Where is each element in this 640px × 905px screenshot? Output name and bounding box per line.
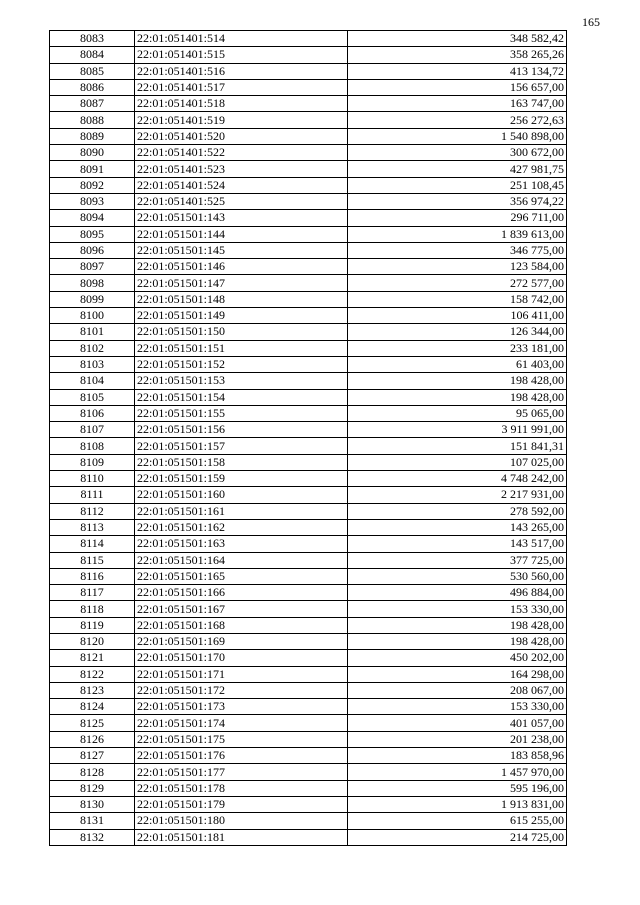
cadastral-number-cell: 22:01:051401:517 — [135, 79, 348, 95]
cadastral-value-cell: 615 255,00 — [348, 813, 567, 829]
table-row — [50, 177, 567, 193]
row-number-cell: 8096 — [50, 242, 135, 258]
cadastral-value-cell: 153 330,00 — [348, 601, 567, 617]
table-row — [50, 487, 567, 503]
cadastral-number-cell: 22:01:051501:148 — [135, 291, 348, 307]
table-row — [50, 356, 567, 372]
table-row — [50, 519, 567, 535]
cadastral-number-cell: 22:01:051501:150 — [135, 324, 348, 340]
table-row — [50, 568, 567, 584]
table-row — [50, 536, 567, 552]
cadastral-number-cell: 22:01:051401:515 — [135, 47, 348, 63]
cadastral-number-cell: 22:01:051501:171 — [135, 666, 348, 682]
table-row — [50, 682, 567, 698]
cadastral-number-cell: 22:01:051501:180 — [135, 813, 348, 829]
cadastral-value-cell: 198 428,00 — [348, 617, 567, 633]
cadastral-number-cell: 22:01:051501:154 — [135, 389, 348, 405]
cadastral-number-cell: 22:01:051501:162 — [135, 519, 348, 535]
cadastral-number-cell: 22:01:051501:166 — [135, 585, 348, 601]
cadastral-number-cell: 22:01:051501:168 — [135, 617, 348, 633]
cadastral-value-cell: 377 725,00 — [348, 552, 567, 568]
table-row — [50, 552, 567, 568]
table-row — [50, 699, 567, 715]
cadastral-value-cell: 346 775,00 — [348, 242, 567, 258]
row-number-cell: 8100 — [50, 308, 135, 324]
table-row — [50, 731, 567, 747]
table-row — [50, 601, 567, 617]
cadastral-number-cell: 22:01:051501:159 — [135, 471, 348, 487]
cadastral-number-cell: 22:01:051501:147 — [135, 275, 348, 291]
cadastral-value-cell: 151 841,31 — [348, 438, 567, 454]
cadastral-value-cell: 2 217 931,00 — [348, 487, 567, 503]
cadastral-value-cell: 126 344,00 — [348, 324, 567, 340]
cadastral-value-cell: 198 428,00 — [348, 633, 567, 649]
row-number-cell: 8092 — [50, 177, 135, 193]
row-number-cell: 8088 — [50, 112, 135, 128]
row-number-cell: 8087 — [50, 96, 135, 112]
row-number-cell: 8104 — [50, 373, 135, 389]
row-number-cell: 8094 — [50, 210, 135, 226]
table-body — [50, 31, 567, 846]
table-row — [50, 210, 567, 226]
cadastral-number-cell: 22:01:051501:165 — [135, 568, 348, 584]
page-number: 165 — [582, 15, 600, 29]
row-number-cell: 8123 — [50, 682, 135, 698]
row-number-cell: 8097 — [50, 259, 135, 275]
cadastral-number-cell: 22:01:051401:525 — [135, 193, 348, 209]
cadastral-value-cell: 413 134,72 — [348, 63, 567, 79]
row-number-cell: 8109 — [50, 454, 135, 470]
cadastral-number-cell: 22:01:051401:524 — [135, 177, 348, 193]
row-number-cell: 8105 — [50, 389, 135, 405]
table-row — [50, 145, 567, 161]
row-number-cell: 8095 — [50, 226, 135, 242]
table-row — [50, 193, 567, 209]
cadastral-value-cell: 256 272,63 — [348, 112, 567, 128]
table-row — [50, 389, 567, 405]
table-row — [50, 291, 567, 307]
table-row — [50, 96, 567, 112]
cadastral-value-cell: 107 025,00 — [348, 454, 567, 470]
cadastral-number-cell: 22:01:051501:172 — [135, 682, 348, 698]
row-number-cell: 8101 — [50, 324, 135, 340]
cadastral-number-cell: 22:01:051401:519 — [135, 112, 348, 128]
cadastral-number-cell: 22:01:051501:161 — [135, 503, 348, 519]
table-row — [50, 715, 567, 731]
row-number-cell: 8127 — [50, 748, 135, 764]
row-number-cell: 8085 — [50, 63, 135, 79]
table-row — [50, 471, 567, 487]
table-row — [50, 275, 567, 291]
cadastral-number-cell: 22:01:051401:522 — [135, 145, 348, 161]
table-row — [50, 242, 567, 258]
row-number-cell: 8132 — [50, 829, 135, 845]
row-number-cell: 8091 — [50, 161, 135, 177]
cadastral-value-cell: 164 298,00 — [348, 666, 567, 682]
cadastral-number-cell: 22:01:051501:181 — [135, 829, 348, 845]
cadastral-number-cell: 22:01:051501:143 — [135, 210, 348, 226]
cadastral-value-cell: 348 582,42 — [348, 31, 567, 47]
cadastral-number-cell: 22:01:051401:516 — [135, 63, 348, 79]
cadastral-value-cell: 158 742,00 — [348, 291, 567, 307]
cadastral-value-cell: 143 517,00 — [348, 536, 567, 552]
table-row — [50, 373, 567, 389]
cadastral-value-cell: 214 725,00 — [348, 829, 567, 845]
row-number-cell: 8129 — [50, 780, 135, 796]
row-number-cell: 8116 — [50, 568, 135, 584]
cadastral-value-cell: 427 981,75 — [348, 161, 567, 177]
cadastral-value-cell: 163 747,00 — [348, 96, 567, 112]
cadastral-number-cell: 22:01:051501:174 — [135, 715, 348, 731]
cadastral-value-cell: 450 202,00 — [348, 650, 567, 666]
cadastral-value-cell: 278 592,00 — [348, 503, 567, 519]
cadastral-number-cell: 22:01:051501:164 — [135, 552, 348, 568]
row-number-cell: 8112 — [50, 503, 135, 519]
row-number-cell: 8130 — [50, 796, 135, 812]
cadastral-value-cell: 123 584,00 — [348, 259, 567, 275]
table-row — [50, 128, 567, 144]
cadastral-number-cell: 22:01:051501:170 — [135, 650, 348, 666]
cadastral-value-cell: 233 181,00 — [348, 340, 567, 356]
cadastral-value-cell: 143 265,00 — [348, 519, 567, 535]
cadastral-number-cell: 22:01:051501:151 — [135, 340, 348, 356]
row-number-cell: 8121 — [50, 650, 135, 666]
cadastral-value-cell: 3 911 991,00 — [348, 422, 567, 438]
table-row — [50, 63, 567, 79]
cadastral-value-table — [49, 30, 567, 846]
table-row — [50, 780, 567, 796]
cadastral-number-cell: 22:01:051501:157 — [135, 438, 348, 454]
cadastral-value-cell: 1 839 613,00 — [348, 226, 567, 242]
cadastral-number-cell: 22:01:051401:514 — [135, 31, 348, 47]
table-row — [50, 405, 567, 421]
cadastral-value-cell: 208 067,00 — [348, 682, 567, 698]
table-row — [50, 79, 567, 95]
row-number-cell: 8126 — [50, 731, 135, 747]
table-row — [50, 454, 567, 470]
cadastral-number-cell: 22:01:051501:155 — [135, 405, 348, 421]
cadastral-value-cell: 4 748 242,00 — [348, 471, 567, 487]
cadastral-number-cell: 22:01:051401:523 — [135, 161, 348, 177]
cadastral-number-cell: 22:01:051501:173 — [135, 699, 348, 715]
table-row — [50, 112, 567, 128]
row-number-cell: 8111 — [50, 487, 135, 503]
row-number-cell: 8110 — [50, 471, 135, 487]
table-row — [50, 259, 567, 275]
table-row — [50, 764, 567, 780]
table-row — [50, 796, 567, 812]
row-number-cell: 8124 — [50, 699, 135, 715]
cadastral-value-cell: 198 428,00 — [348, 373, 567, 389]
table-row — [50, 748, 567, 764]
row-number-cell: 8090 — [50, 145, 135, 161]
cadastral-value-cell: 198 428,00 — [348, 389, 567, 405]
table-row — [50, 47, 567, 63]
row-number-cell: 8089 — [50, 128, 135, 144]
cadastral-value-cell: 201 238,00 — [348, 731, 567, 747]
table-row — [50, 585, 567, 601]
row-number-cell: 8083 — [50, 31, 135, 47]
cadastral-value-cell: 153 330,00 — [348, 699, 567, 715]
cadastral-number-cell: 22:01:051501:167 — [135, 601, 348, 617]
cadastral-number-cell: 22:01:051501:175 — [135, 731, 348, 747]
row-number-cell: 8103 — [50, 356, 135, 372]
cadastral-number-cell: 22:01:051501:160 — [135, 487, 348, 503]
row-number-cell: 8093 — [50, 193, 135, 209]
row-number-cell: 8099 — [50, 291, 135, 307]
table-row — [50, 617, 567, 633]
row-number-cell: 8107 — [50, 422, 135, 438]
cadastral-value-cell: 530 560,00 — [348, 568, 567, 584]
cadastral-number-cell: 22:01:051501:163 — [135, 536, 348, 552]
cadastral-value-cell: 156 657,00 — [348, 79, 567, 95]
cadastral-number-cell: 22:01:051501:169 — [135, 633, 348, 649]
cadastral-value-cell: 496 884,00 — [348, 585, 567, 601]
row-number-cell: 8115 — [50, 552, 135, 568]
row-number-cell: 8113 — [50, 519, 135, 535]
cadastral-number-cell: 22:01:051501:179 — [135, 796, 348, 812]
cadastral-number-cell: 22:01:051501:146 — [135, 259, 348, 275]
cadastral-number-cell: 22:01:051501:156 — [135, 422, 348, 438]
cadastral-number-cell: 22:01:051501:177 — [135, 764, 348, 780]
row-number-cell: 8108 — [50, 438, 135, 454]
table-row — [50, 31, 567, 47]
cadastral-number-cell: 22:01:051501:144 — [135, 226, 348, 242]
cadastral-number-cell: 22:01:051401:520 — [135, 128, 348, 144]
row-number-cell: 8117 — [50, 585, 135, 601]
table-row — [50, 308, 567, 324]
cadastral-value-cell: 95 065,00 — [348, 405, 567, 421]
cadastral-value-cell: 1 457 970,00 — [348, 764, 567, 780]
table-row — [50, 503, 567, 519]
row-number-cell: 8128 — [50, 764, 135, 780]
cadastral-number-cell: 22:01:051501:176 — [135, 748, 348, 764]
row-number-cell: 8125 — [50, 715, 135, 731]
table-row — [50, 161, 567, 177]
row-number-cell: 8131 — [50, 813, 135, 829]
table-row — [50, 813, 567, 829]
cadastral-number-cell: 22:01:051501:158 — [135, 454, 348, 470]
table-row — [50, 324, 567, 340]
cadastral-value-cell: 61 403,00 — [348, 356, 567, 372]
cadastral-value-cell: 272 577,00 — [348, 275, 567, 291]
cadastral-value-cell: 401 057,00 — [348, 715, 567, 731]
cadastral-number-cell: 22:01:051501:145 — [135, 242, 348, 258]
row-number-cell: 8106 — [50, 405, 135, 421]
cadastral-value-cell: 106 411,00 — [348, 308, 567, 324]
cadastral-number-cell: 22:01:051401:518 — [135, 96, 348, 112]
cadastral-value-cell: 358 265,26 — [348, 47, 567, 63]
cadastral-value-cell: 300 672,00 — [348, 145, 567, 161]
row-number-cell: 8119 — [50, 617, 135, 633]
table-row — [50, 340, 567, 356]
row-number-cell: 8084 — [50, 47, 135, 63]
cadastral-value-cell: 1 913 831,00 — [348, 796, 567, 812]
table-row — [50, 829, 567, 845]
table-row — [50, 650, 567, 666]
table-row — [50, 422, 567, 438]
cadastral-value-cell: 356 974,22 — [348, 193, 567, 209]
cadastral-number-cell: 22:01:051501:149 — [135, 308, 348, 324]
row-number-cell: 8102 — [50, 340, 135, 356]
cadastral-number-cell: 22:01:051501:152 — [135, 356, 348, 372]
row-number-cell: 8118 — [50, 601, 135, 617]
table-row — [50, 633, 567, 649]
row-number-cell: 8122 — [50, 666, 135, 682]
table-row — [50, 438, 567, 454]
table-row — [50, 226, 567, 242]
cadastral-number-cell: 22:01:051501:178 — [135, 780, 348, 796]
row-number-cell: 8086 — [50, 79, 135, 95]
row-number-cell: 8114 — [50, 536, 135, 552]
row-number-cell: 8120 — [50, 633, 135, 649]
cadastral-value-cell: 183 858,96 — [348, 748, 567, 764]
cadastral-value-cell: 595 196,00 — [348, 780, 567, 796]
cadastral-number-cell: 22:01:051501:153 — [135, 373, 348, 389]
cadastral-value-cell: 1 540 898,00 — [348, 128, 567, 144]
table-row — [50, 666, 567, 682]
cadastral-value-cell: 296 711,00 — [348, 210, 567, 226]
cadastral-value-cell: 251 108,45 — [348, 177, 567, 193]
row-number-cell: 8098 — [50, 275, 135, 291]
